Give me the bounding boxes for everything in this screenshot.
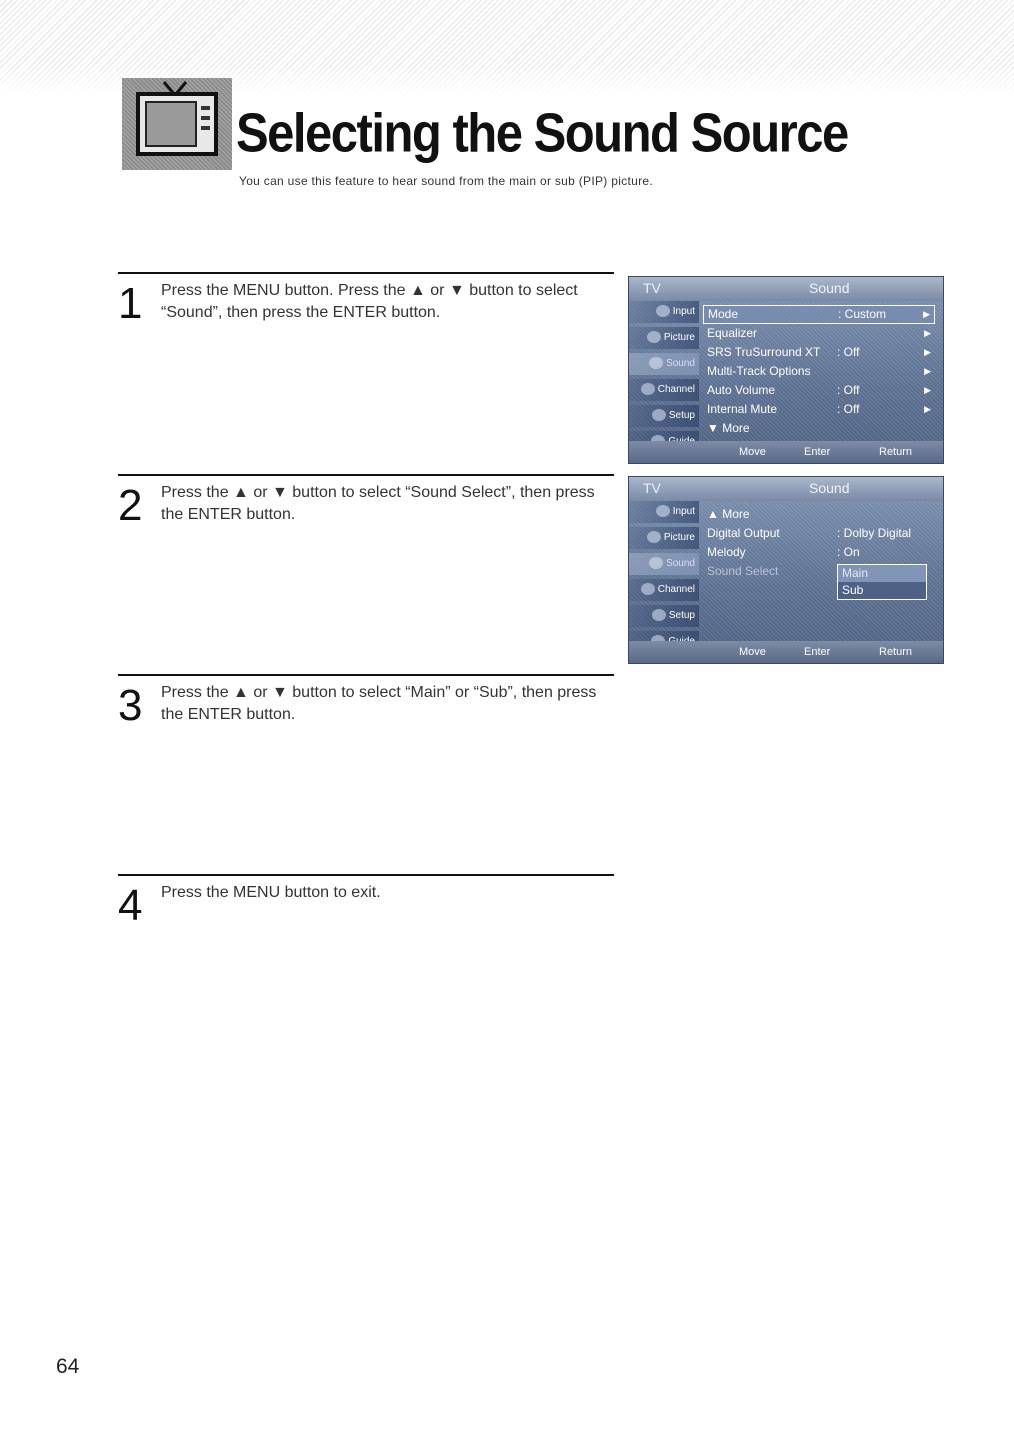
tv-label: TV	[643, 480, 661, 496]
tv-menu-list	[703, 305, 935, 438]
arrow-right-icon: ▶	[924, 385, 931, 395]
tv-sidebar-setup: Setup	[629, 605, 699, 627]
tv-menu-item-srs: SRS TruSurround XT : Off ▶	[703, 343, 935, 362]
tv-menu-item-more: ▲ More	[707, 507, 750, 521]
enter-hint: Enter	[804, 446, 831, 458]
channel-icon	[641, 583, 655, 595]
return-hint: Return	[879, 446, 913, 458]
tv-sidebar-sound: Sound	[629, 553, 699, 575]
tv-sidebar-setup: Setup	[629, 405, 699, 427]
picture-icon	[647, 331, 661, 343]
tv-sidebar-picture: Picture	[629, 327, 699, 349]
input-icon	[656, 305, 670, 317]
step-text: Press the MENU button. Press the ▲ or ▼ button to select “Sound”, then press the ENTER button.	[161, 282, 578, 321]
tv-sidebar	[629, 301, 699, 439]
channel-icon	[641, 383, 655, 395]
arrow-right-icon: ▶	[924, 404, 931, 414]
move-hint: Move	[739, 646, 766, 658]
tv-menu-footer	[629, 641, 943, 663]
tv-menu-footer	[629, 441, 943, 463]
step-divider	[118, 474, 614, 476]
tv-menu-header	[629, 477, 943, 501]
tv-menu-item-sound-select: Sound Select	[707, 564, 779, 578]
setup-icon	[652, 409, 666, 421]
tv-menu-item-more: ▼ More	[707, 421, 750, 435]
tv-sidebar-picture: Picture	[629, 527, 699, 549]
tv-menu-item-mode: Mode : Custom ▶	[703, 305, 935, 324]
tv-menu-title: Sound	[809, 280, 850, 296]
step-number: 4	[118, 881, 143, 930]
tv-menu-title: Sound	[809, 480, 850, 496]
tv-sidebar	[629, 501, 699, 639]
popup-option-main: Main	[838, 565, 926, 582]
tv-menu-screenshot-sound	[628, 276, 944, 464]
tv-menu-header	[629, 277, 943, 301]
page-subtitle: You can use this feature to hear sound from the main or sub (PIP) picture.	[239, 174, 653, 188]
page-title: Selecting the Sound Source	[236, 103, 848, 164]
step-text: Press the MENU button to exit.	[161, 884, 381, 901]
tv-menu-item-melody: Melody : On	[707, 545, 860, 559]
step-text: Press the ▲ or ▼ button to select “Sound Select”, then press the ENTER button.	[161, 484, 595, 523]
tv-label: TV	[643, 280, 661, 296]
tv-sidebar-input: Input	[629, 501, 699, 523]
arrow-right-icon: ▶	[924, 347, 931, 357]
step-divider	[118, 874, 614, 876]
setup-icon	[652, 609, 666, 621]
arrow-right-icon: ▶	[924, 328, 931, 338]
popup-option-sub: Sub	[842, 583, 864, 597]
tv-sidebar-input: Input	[629, 301, 699, 323]
input-icon	[656, 505, 670, 517]
tv-menu-item-equalizer: Equalizer ▶	[703, 324, 935, 343]
step-divider	[118, 272, 614, 274]
enter-hint: Enter	[804, 646, 831, 658]
return-hint: Return	[879, 646, 913, 658]
tv-menu-item-internal-mute: Internal Mute : Off ▶	[703, 400, 935, 419]
step-text: Press the ▲ or ▼ button to select “Main” or “Sub”, then press the ENTER button.	[161, 684, 597, 723]
tv-sidebar-channel: Channel	[629, 579, 699, 601]
step-number: 2	[118, 481, 143, 530]
tv-menu-item-auto-volume: Auto Volume : Off ▶	[703, 381, 935, 400]
arrow-right-icon: ▶	[923, 309, 930, 319]
tv-menu-item-digital-output: Digital Output : Dolby Digital	[707, 526, 912, 540]
tv-sidebar-channel: Channel	[629, 379, 699, 401]
step-divider	[118, 674, 614, 676]
tv-sidebar-sound: Sound	[629, 353, 699, 375]
tv-menu-screenshot-sound-select	[628, 476, 944, 664]
tv-icon	[122, 78, 232, 170]
tv-menu-item-multitrack: Multi-Track Options ▶	[703, 362, 935, 381]
step-number: 3	[118, 681, 143, 730]
arrow-right-icon: ▶	[924, 366, 931, 376]
sound-icon	[649, 557, 663, 569]
step-number: 1	[118, 279, 143, 328]
move-hint: Move	[739, 446, 766, 458]
page-number: 64	[56, 1355, 80, 1378]
sound-icon	[649, 357, 663, 369]
picture-icon	[647, 531, 661, 543]
sound-select-popup	[837, 564, 927, 600]
